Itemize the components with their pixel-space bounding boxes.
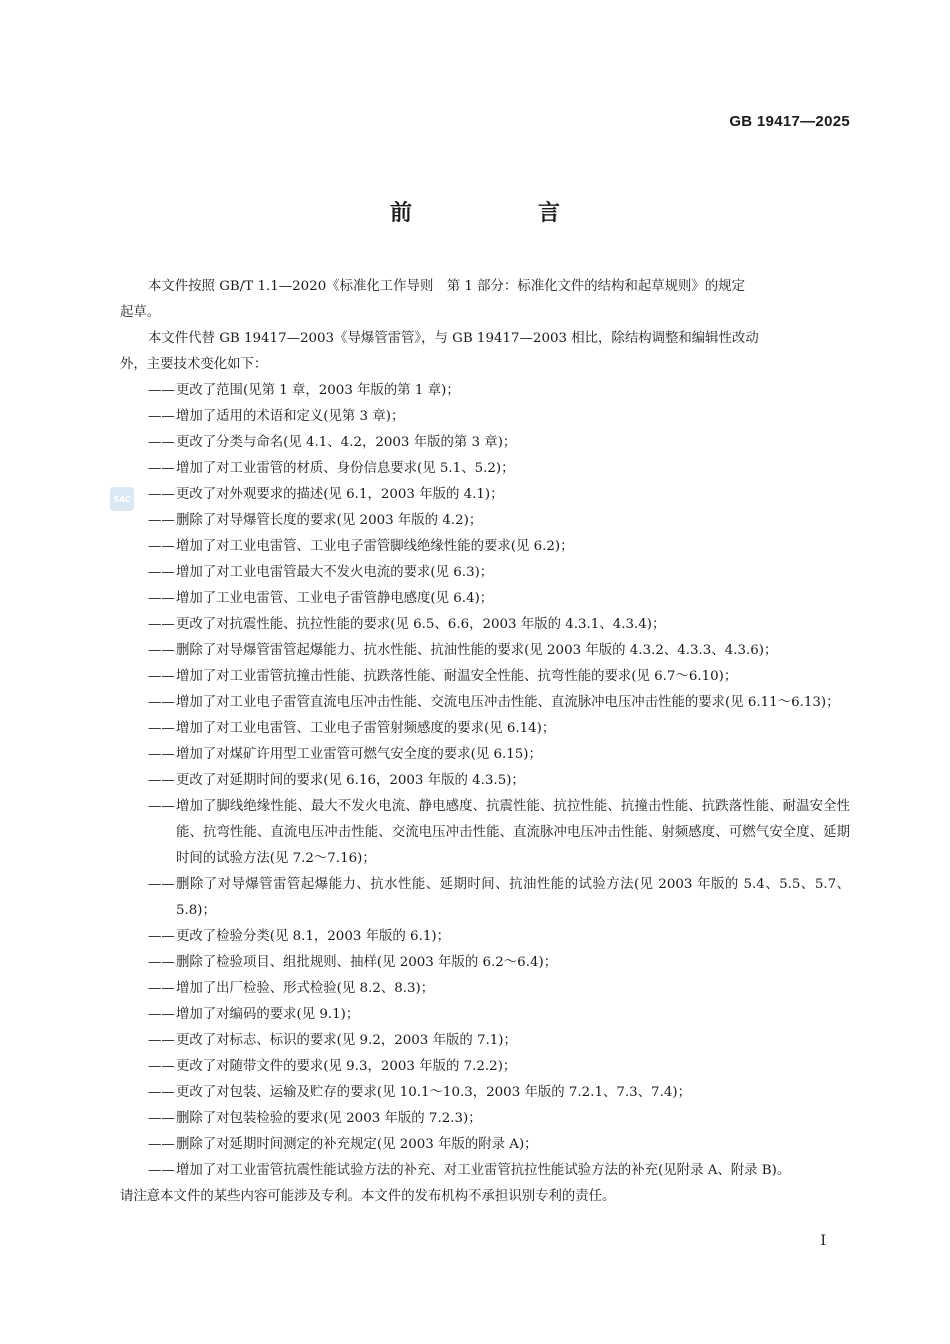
list-item <box>148 586 850 612</box>
list-item <box>148 456 850 482</box>
list-item <box>148 482 850 508</box>
list-item <box>148 1132 850 1158</box>
list-item-dash: —— <box>148 955 175 970</box>
list-item-dash: —— <box>148 799 175 814</box>
list-item-text: 增加了适用的术语和定义(见第 3 章)； <box>176 409 405 424</box>
list-item <box>148 664 850 690</box>
list-item-text: 更改了检验分类(见 8.1，2003 年版的 6.1)； <box>176 929 450 944</box>
list-item-dash: —— <box>148 747 175 762</box>
intro-paragraph-1-cont <box>120 300 850 326</box>
list-item <box>148 950 850 976</box>
list-item-text: 更改了对随带文件的要求(见 9.3，2003 年版的 7.2.2)； <box>176 1059 517 1074</box>
list-item-text: 增加了工业电雷管、工业电子雷管静电感度(见 6.4)； <box>176 591 494 606</box>
list-item-dash: —— <box>148 1059 175 1074</box>
list-item <box>148 430 850 456</box>
list-item <box>148 378 850 404</box>
list-item-dash: —— <box>148 565 175 580</box>
intro-1-line-2: 起草。 <box>120 305 161 320</box>
list-item <box>148 534 850 560</box>
list-item <box>148 612 850 638</box>
list-item-dash: —— <box>148 929 175 944</box>
list-item-dash: —— <box>148 435 175 450</box>
sac-watermark: SAC <box>110 487 134 511</box>
list-item-dash: —— <box>148 513 175 528</box>
list-item-dash: —— <box>148 1007 175 1022</box>
list-item-dash: —— <box>148 877 175 892</box>
intro-1-line-1: 本文件按照 GB/T 1.1—2020《标准化工作导则 第 1 部分：标准化文件的结构和起草规则》的规定 <box>148 279 745 294</box>
list-item-text: 增加了出厂检验、形式检验(见 8.2、8.3)； <box>176 981 435 996</box>
list-item <box>148 768 850 794</box>
change-list <box>148 378 850 1184</box>
list-item-dash: —— <box>148 409 175 424</box>
list-item-text: 增加了对工业雷管抗震性能试验方法的补充、对工业雷管抗拉性能试验方法的补充(见附录 A、附录 B)。 <box>176 1163 791 1178</box>
list-item <box>148 794 850 872</box>
intro-2-line-2: 外，主要技术变化如下： <box>120 357 268 372</box>
list-item-text: 删除了对导爆管雷管起爆能力、抗水性能、延期时间、抗油性能的试验方法(见 2003 年版的 5.4、5.5、5.7、5.8)； <box>176 877 850 918</box>
list-item-dash: —— <box>148 721 175 736</box>
list-item-text: 更改了分类与命名(见 4.1、4.2，2003 年版的第 3 章)； <box>176 435 517 450</box>
list-item-dash: —— <box>148 539 175 554</box>
list-item <box>148 976 850 1002</box>
list-item-text: 删除了检验项目、组批规则、抽样(见 2003 年版的 6.2～6.4)； <box>176 955 558 970</box>
list-item-dash: —— <box>148 643 175 658</box>
list-item-dash: —— <box>148 383 175 398</box>
list-item-dash: —— <box>148 617 175 632</box>
list-item-dash: —— <box>148 1085 175 1100</box>
list-item <box>148 1002 850 1028</box>
list-item-dash: —— <box>148 487 175 502</box>
patent-note: 请注意本文件的某些内容可能涉及专利。本文件的发布机构不承担识别专利的责任。 <box>120 1189 616 1204</box>
list-item <box>148 1080 850 1106</box>
list-item-text: 删除了对包装检验的要求(见 2003 年版的 7.2.3)； <box>176 1111 482 1126</box>
list-item <box>148 1158 850 1184</box>
list-item-dash: —— <box>148 1033 175 1048</box>
list-item <box>148 404 850 430</box>
list-item-dash: —— <box>148 1111 175 1126</box>
list-item-text: 增加了对工业电子雷管直流电压冲击性能、交流电压冲击性能、直流脉冲电压冲击性能的要求(见 6.11～6.13)； <box>176 695 840 710</box>
list-item-text: 增加了对工业电雷管、工业电子雷管脚线绝缘性能的要求(见 6.2)； <box>176 539 574 554</box>
list-item <box>148 1106 850 1132</box>
list-item <box>148 1028 850 1054</box>
list-item-text: 更改了范围(见第 1 章，2003 年版的第 1 章)； <box>176 383 460 398</box>
list-item-dash: —— <box>148 461 175 476</box>
list-item <box>148 924 850 950</box>
list-item-text: 删除了对导爆管雷管起爆能力、抗水性能、抗油性能的要求(见 2003 年版的 4.3.2、4.3.3、4.3.6)； <box>176 643 778 658</box>
list-item <box>148 508 850 534</box>
list-item-text: 增加了对煤矿许用型工业雷管可燃气安全度的要求(见 6.15)； <box>176 747 542 762</box>
list-item-text: 增加了对工业电雷管、工业电子雷管射频感度的要求(见 6.14)； <box>176 721 556 736</box>
list-item-dash: —— <box>148 669 175 684</box>
list-item-text: 删除了对导爆管长度的要求(见 2003 年版的 4.2)； <box>176 513 483 528</box>
page-title: 前 言 <box>389 201 612 226</box>
list-item-dash: —— <box>148 591 175 606</box>
list-item <box>148 716 850 742</box>
list-item-dash: —— <box>148 1163 175 1178</box>
list-item-dash: —— <box>148 1137 175 1152</box>
list-item-text: 增加了对编码的要求(见 9.1)； <box>176 1007 360 1022</box>
standard-number: GB 19417—2025 <box>729 113 850 130</box>
list-item-text: 更改了对包装、运输及贮存的要求(见 10.1～10.3，2003 年版的 7.2.1、7.3、7.4)； <box>176 1085 691 1100</box>
list-item-text: 更改了对延期时间的要求(见 6.16，2003 年版的 4.3.5)； <box>176 773 525 788</box>
list-item-text: 更改了对抗震性能、抗拉性能的要求(见 6.5、6.6，2003 年版的 4.3.1、4.3.4)； <box>176 617 666 632</box>
list-item-text: 更改了对标志、标识的要求(见 9.2，2003 年版的 7.1)； <box>176 1033 517 1048</box>
intro-paragraph-2-cont <box>120 352 850 378</box>
list-item-text: 增加了对工业雷管的材质、身份信息要求(见 5.1、5.2)； <box>176 461 515 476</box>
list-item-text: 更改了对外观要求的描述(见 6.1，2003 年版的 4.1)； <box>176 487 504 502</box>
list-item <box>148 742 850 768</box>
list-item <box>148 872 850 924</box>
list-item <box>148 560 850 586</box>
list-item <box>148 690 850 716</box>
list-item-dash: —— <box>148 981 175 996</box>
list-item-text: 增加了对工业雷管抗撞击性能、抗跌落性能、耐温安全性能、抗弯性能的要求(见 6.7～6.10)； <box>176 669 738 684</box>
list-item <box>148 1054 850 1080</box>
intro-paragraph-2 <box>148 326 850 352</box>
intro-paragraph-1 <box>148 274 850 300</box>
list-item-dash: —— <box>148 695 175 710</box>
list-item-text: 增加了脚线绝缘性能、最大不发火电流、静电感度、抗震性能、抗拉性能、抗撞击性能、抗跌落性能、耐温安全性能、抗弯性能、直流电压冲击性能、交流电压冲击性能、直流脉冲电压冲击性能、射频感度、可燃气安全度、延期时间的试验方法(见 7.2～7.16)； <box>176 799 850 866</box>
list-item-text: 增加了对工业电雷管最大不发火电流的要求(见 6.3)； <box>176 565 494 580</box>
list-item <box>148 638 850 664</box>
list-item-text: 删除了对延期时间测定的补充规定(见 2003 年版的附录 A)； <box>176 1137 538 1152</box>
intro-2-line-1: 本文件代替 GB 19417—2003《导爆管雷管》，与 GB 19417—2003 相比，除结构调整和编辑性改动 <box>148 331 759 346</box>
page-number: I <box>820 1233 826 1249</box>
list-item-dash: —— <box>148 773 175 788</box>
